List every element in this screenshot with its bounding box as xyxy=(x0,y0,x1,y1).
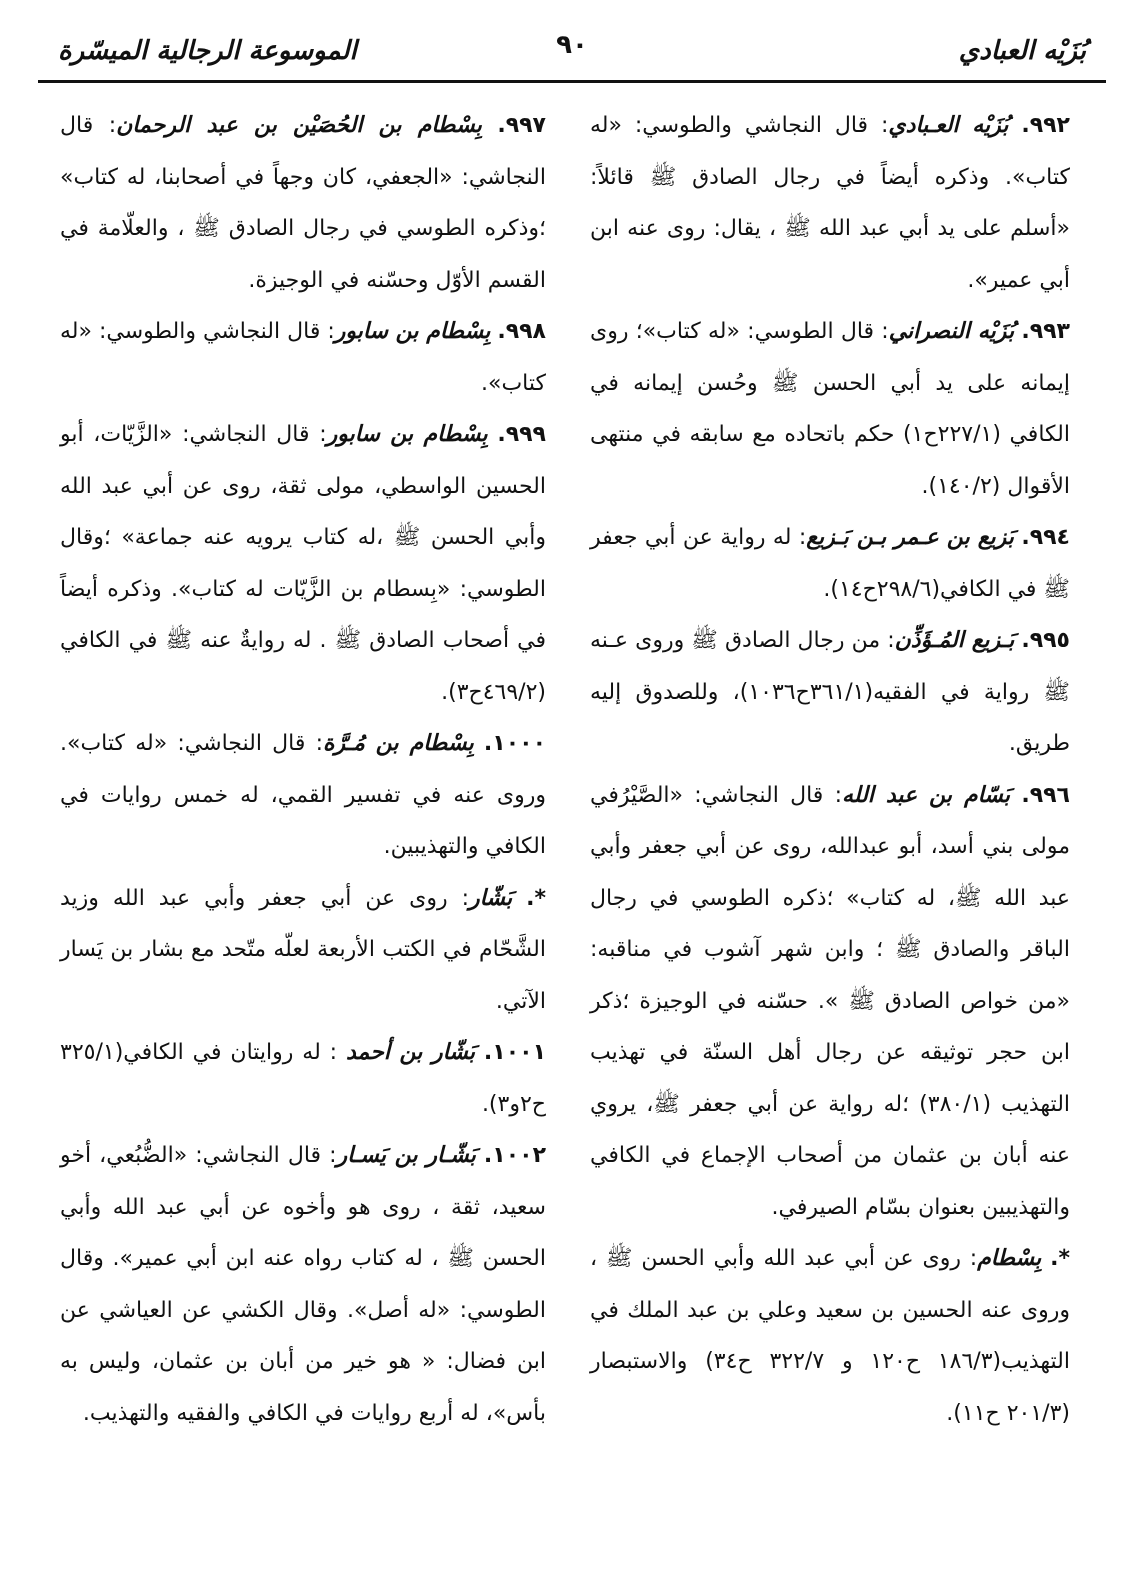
entry-number: ٩٩٥. xyxy=(1021,628,1070,653)
page-header xyxy=(38,28,1106,80)
entry-text: : قال النجاشي: «الجعفي، كان وجهاً في أصحابنا، له كتاب» ؛وذكره الطوسي في رجال الصادق ﷺ ، والعلّامة في القسم الأوّل وحسّنه في الوجيزة. xyxy=(60,113,546,293)
entry-text: : من رجال الصادق ﷺ وروى عـنه ﷺ رواية في الفقيه(٣٦١/١ح١٠٣٦)، وللصدوق إليه طريق. xyxy=(590,628,1070,756)
entry-text: : روى عن أبي عبد الله وأبي الحسن ﷺ ، وروى عنه الحسين بن سعيد وعلي بن عبد الملك في التهذيب(١٨٦/٣ ح١٢٠ و ٣٢٢/٧ ح٣٤) والاستبصار (٢٠١/٣ ح١١). xyxy=(590,1246,1070,1426)
right-column xyxy=(590,100,1070,1439)
entry-text: : قال النجاشي والطوسي: «له كتاب». xyxy=(60,319,546,396)
entry-number: ٩٩٣. xyxy=(1021,319,1070,344)
entry-992 xyxy=(590,100,1070,306)
entry-993 xyxy=(590,306,1070,512)
entry-name: بُزَيْه العـبادي xyxy=(888,112,1009,138)
entry-bashshar xyxy=(60,873,546,1028)
entry-number: ١٠٠٢. xyxy=(483,1143,546,1168)
entry-1000 xyxy=(60,718,546,873)
entry-star: *. xyxy=(1050,1246,1071,1271)
entry-1002 xyxy=(60,1130,546,1439)
entry-name: بِسْطام بن سابور xyxy=(334,318,491,344)
entry-name: بَشّار بن أحمد xyxy=(345,1039,476,1065)
entry-number: ١٠٠٠. xyxy=(483,731,546,756)
running-head-right: بُزَيْه العبادي xyxy=(958,36,1086,66)
entry-star: *. xyxy=(526,885,546,911)
entry-text: : قال النجاشي: «الضُّبُعي، أخو سعيد، ثقة ، روى هو وأخوه عن أبي عبد الله وأبي الحسن ﷺ ، له كتاب رواه عنه ابن أبي عمير». وقال الطوسي: «له أصل». وقال الكشي عن العياشي عن ابن فضال: « هو خير من أبان بن عثمان، وليس به بأس»، له أربع روايات في الكافي والفقيه والتهذيب. xyxy=(60,1143,546,1426)
page-number: ٩٠ xyxy=(556,30,588,60)
entry-bistam xyxy=(590,1233,1070,1439)
entry-name: بَشّار xyxy=(469,884,513,911)
entry-name: بَـزيع المُـؤَذِّن xyxy=(894,627,1015,653)
entry-name: بُزَيْه النصراني xyxy=(888,318,1015,344)
entry-996 xyxy=(590,770,1070,1234)
entry-number: ١٠٠١. xyxy=(483,1040,546,1065)
entry-1001 xyxy=(60,1027,546,1130)
entry-text: : له رواية عن أبي جعفر ﷺ في الكافي(٢٩٨/٦ح١٤). xyxy=(590,525,1070,602)
entry-name: بِسْطام بن الحُصَيْن بن عبد الرحمان xyxy=(116,112,482,138)
entry-name: بَشّـار بن يَسـار xyxy=(336,1142,476,1168)
header-rule xyxy=(38,80,1106,83)
left-column xyxy=(60,100,546,1439)
entry-text: : قال الطوسي: «له كتاب»؛ روى إيمانه على يد أبي الحسن ﷺ وحُسن إيمانه في الكافي (٢٢٧/١ح١) حكم باتحاده مع سابقه في منتهى الأقوال (١٤٠/٢). xyxy=(590,319,1070,499)
entry-text: : روى عن أبي جعفر وأبي عبد الله وزيد الشَّحّام في الكتب الأربعة لعلّه متّحد مع بشار بن يَسار الآتي. xyxy=(60,885,546,1014)
entry-text: : قال النجاشي: «الزَّيّات، أبو الحسين الواسطي، مولى ثقة، روى عن أبي عبد الله وأبي الحسن ﷺ ،له كتاب يرويه عنه جماعة» ؛وقال الطوسي: «بِسطام بن الزَّيّات له كتاب». وذكره أيضاً في أصحاب الصادق ﷺ . له روايةٌ عنه ﷺ في الكافي (٤٦٩/٢ح٣). xyxy=(60,422,546,705)
entry-number: ٩٩٩. xyxy=(497,422,546,447)
entry-name: بِسْطام بن مُـرَّة xyxy=(323,730,474,756)
entry-text: : قال النجاشي: «الصَّيْرُفي مولى بني أسد، أبو عبدالله، روى عن أبي جعفر وأبي عبد الله ﷺ، له كتاب» ؛ذكره الطوسي في رجال الباقر والصادق ﷺ ؛ وابن شهر آشوب في مناقبه: «من خواص الصادق ﷺ ». حسّنه في الوجيزة ؛ذكر ابن حجر توثيقه عن رجال أهل السنّة في تهذيب التهذيب (٣٨٠/١) ؛له رواية عن أبي جعفر ﷺ، يروي عنه أبان بن عثمان من أصحاب الإجماع في الكافي والتهذيبين بعنوان بسّام الصيرفي. xyxy=(590,782,1071,1220)
entry-name: بَزيع بن عـمر بـن بَـزيع xyxy=(806,524,1014,550)
entry-number: ٩٩٦. xyxy=(1021,782,1070,808)
entry-997 xyxy=(60,100,546,306)
entry-998 xyxy=(60,306,546,409)
entry-text: : له روايتان في الكافي(٣٢٥/١ ح٢و٣). xyxy=(60,1040,546,1117)
entry-number: ٩٩٢. xyxy=(1021,113,1070,138)
entry-name: بِسْطام بن سابور xyxy=(326,421,488,447)
entry-994 xyxy=(590,512,1070,615)
entry-995 xyxy=(590,615,1070,770)
entry-text: : قال النجاشي والطوسي: «له كتاب». وذكره أيضاً في رجال الصادق ﷺ قائلاً: «أسلم على يد أبي عبد الله ﷺ ، يقال: روى عنه ابن أبي عمير». xyxy=(590,113,1070,293)
entry-text: : قال النجاشي: «له كتاب». وروى عنه في تفسير القمي، له خمس روايات في الكافي والتهذيبين. xyxy=(60,731,546,859)
entry-number: ٩٩٨. xyxy=(497,319,546,344)
entry-999 xyxy=(60,409,546,718)
entry-name: بَسّام بن عبد الله xyxy=(842,781,1011,808)
running-head-left: الموسوعة الرجالية الميسّرة xyxy=(58,36,357,66)
entry-name: بِسْطام xyxy=(977,1245,1042,1271)
entry-number: ٩٩٧. xyxy=(497,113,546,138)
entry-number: ٩٩٤. xyxy=(1021,525,1070,550)
